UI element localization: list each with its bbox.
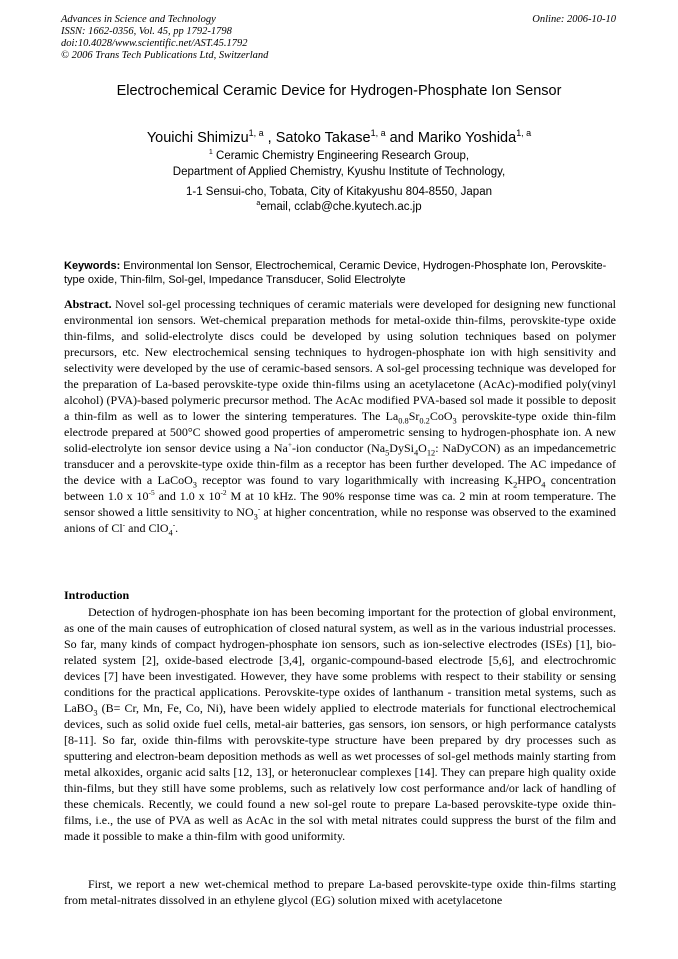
- abstract-text: HPO: [517, 473, 542, 487]
- abstract-text: DySi: [389, 441, 414, 455]
- affil-mark: 1: [208, 148, 213, 157]
- author-list: [0, 130, 678, 146]
- subscript: 0.2: [419, 416, 430, 426]
- introduction-paragraph: [64, 876, 616, 908]
- paragraph-text: Detection of hydrogen-phosphate ion has been becoming important for the protection of global environment, as one of the main causes of eutrophication of closed natural system, as well as in the various industrial processes. So far, many kinds of compact hydrogen-phosphate ion sensors, such as ion-selective electrodes (ISEs) [1], bio-related system [2], oxide-based electrode [3,4], organic-compound-based electrode [5,6], and electrochromic devices [7] have been investigated. However, they have some problems with respect to their stability or sensing conditions for the practical applications. Perovskite-type oxides of lanthanum - transition metal systems, such as LaBO: [64, 605, 616, 715]
- subscript: 3: [253, 512, 258, 522]
- affiliation-address: 1-1 Sensui-cho, Tobata, City of Kitakyushu 804-8550, Japan: [185, 186, 492, 198]
- subscript: 5: [385, 448, 390, 458]
- paragraph-text: (B= Cr, Mn, Fe, Co, Ni), have been widely applied to electrode materials for functional electrochemical devices, such as solid oxide fuel cells, metal-air batteries, gas sensors, ion sensors, or high performance catalysts [8-11]. So far, oxide thin-films with perovskite-type structure have been prepared by dry processes such as sputtering and electron-beam deposition methods as well as wet processes of sol-gel methods mainly starting from metal alkoxides, organic acid salts [12, 13], or heteronuclear complexes [14]. They can prepare high quality oxide thin-films, but they still have some problems, such as relatively low cost performance and/or lack of handling of these chemicals. Recently, we could found a new sol-gel route to prepare La-based perovskite-type oxide thin-films, i.e., the use of PVA as well as AcAc in the sol with metal nitrates could suppress the burst of the film and made it possible to make a thin-film with good uniformity.: [64, 701, 616, 843]
- subscript: 4: [168, 528, 173, 538]
- copyright: © 2006 Trans Tech Publications Ltd, Switzerland: [61, 50, 269, 61]
- subscript: 3: [192, 480, 197, 490]
- affil-mark: a: [256, 199, 261, 208]
- subscript: 4: [541, 480, 546, 490]
- keywords-text: Environmental Ion Sensor, Electrochemical, Ceramic Device, Hydrogen-Phosphate Ion, Perovskite-type oxide, Thin-film, Sol-gel, Impedance Transducer, Solid Electrolyte: [64, 260, 607, 286]
- author-name: Mariko Yoshida: [417, 130, 517, 146]
- affiliation-line: Department of Applied Chemistry, Kyushu Institute of Technology,: [172, 166, 506, 178]
- abstract-text: .: [175, 521, 179, 535]
- abstract: [64, 296, 616, 536]
- abstract-text: Novel sol-gel processing techniques of ceramic materials were developed for designing new functional environmental ion sensors. Wet-chemical preparation methods for metal-oxide thin-films, perovskite-type oxide thin-films, and solid-electrolyte discs could be developed by using solution techniques based on polymer precursors, etc. New electrochemical sensing techniques to hydrogen-phosphate ion with high sensitivity and selectivity were developed by the use of ceramic-based sensors. A sol-gel processing technique was developed for the preparation of La-based perovskite-type oxide thin-films using an acetylacetone (AcAc)-modified poly(vinyl alcohol) (PVA)-based polymeric precursor method. The AcAc modified PVA-based sol made it possible to deposit a thin-film as well as to lower the sintering temperatures. The La: [64, 297, 616, 423]
- journal-header: [61, 14, 616, 62]
- author-separator: and: [385, 130, 418, 146]
- abstract-text: Sr: [408, 409, 420, 423]
- superscript: -5: [148, 488, 155, 497]
- subscript: 2: [513, 480, 518, 490]
- subscript: 0.8: [398, 416, 409, 426]
- paper-title: Electrochemical Ceramic Device for Hydrogen-Phosphate Ion Sensor: [116, 83, 562, 99]
- abstract-text: perovskite-type oxide thin-film electrode prepared at 500°C showed good properties of amperometric sensing to hydrogen-phosphate ion. A new solid-electrolyte ion sensor device using a Na: [64, 409, 616, 455]
- author-affil-mark: 1, a: [370, 128, 386, 139]
- doi: doi:10.4028/www.scientific.net/AST.45.1792: [61, 38, 248, 49]
- journal-name: Advances in Science and Technology: [61, 14, 216, 25]
- author-separator: ,: [263, 130, 276, 146]
- online-date: Online: 2006-10-10: [532, 14, 616, 25]
- affiliation-email: [0, 201, 678, 213]
- superscript: -2: [220, 488, 227, 497]
- author-affil-mark: 1, a: [248, 128, 264, 139]
- keywords: [64, 259, 616, 287]
- introduction-paragraph: [64, 604, 616, 844]
- superscript: -: [172, 520, 176, 529]
- superscript: +: [287, 440, 293, 449]
- subscript: 12: [426, 448, 436, 458]
- abstract-text: receptor was found to vary logarithmically with increasing K: [196, 473, 514, 487]
- abstract-text: and 1.0 x 10: [154, 489, 221, 503]
- section-heading-introduction: Introduction: [64, 588, 130, 602]
- issn: ISSN: 1662-0356, Vol. 45, pp 1792-1798: [61, 26, 232, 37]
- superscript: -: [122, 520, 126, 529]
- abstract-text: CoO: [429, 409, 453, 423]
- affiliation-text: Ceramic Chemistry Engineering Research Group,: [212, 150, 470, 162]
- abstract-text: : NaDyCON) as an impedancemetric transducer and a perovskite-type oxide thin-film as a receptor has been further developed. The AC impedance of the device with a LaCoO: [64, 441, 616, 487]
- abstract-text: at higher concentration, while no response was observed to the examined anions of Cl: [64, 505, 617, 535]
- affiliation-line: [0, 150, 678, 162]
- abstract-text: concentration between 1.0 x 10: [64, 473, 616, 503]
- author-affil-mark: 1, a: [516, 128, 532, 139]
- email-text: email, cclab@che.kyutech.ac.jp: [260, 201, 422, 213]
- keywords-label: Keywords:: [64, 260, 121, 272]
- subscript: 3: [452, 416, 457, 426]
- abstract-text: -ion conductor (Na: [292, 441, 386, 455]
- subscript: 4: [413, 448, 419, 458]
- author-name: Satoko Takase: [275, 130, 371, 146]
- abstract-text: M at 10 kHz. The 90% response time was ca. 2 min at room temperature. The sensor showed a little sensitivity to NO: [64, 489, 616, 519]
- superscript: -: [257, 504, 261, 513]
- paragraph-text: First, we report a new wet-chemical method to prepare La-based perovskite-type oxide thin-films starting from metal-nitrates dissolved in an ethylene glycol (EG) solution mixed with acetylacetone: [64, 877, 616, 907]
- abstract-text: and ClO: [125, 521, 169, 535]
- abstract-text: O: [418, 441, 427, 455]
- abstract-label: Abstract.: [64, 297, 112, 311]
- subscript: 3: [93, 708, 98, 718]
- author-name: Youichi Shimizu: [146, 130, 249, 146]
